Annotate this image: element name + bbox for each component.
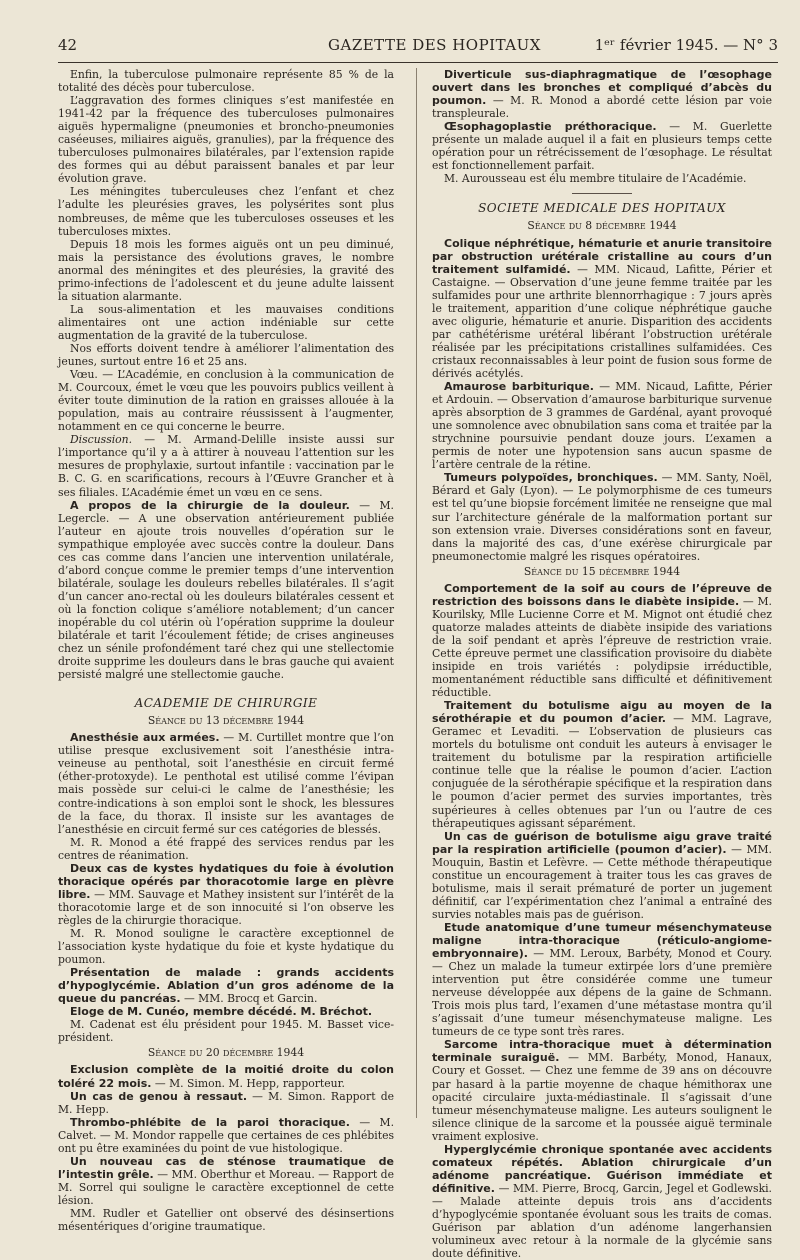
- article: [432, 380, 772, 471]
- article-text: — M. Simon. M. Hepp, rapporteur.: [151, 1076, 345, 1090]
- article-title: Exclusion complète de la moitié droite du colon toléré 22 mois.: [58, 1063, 394, 1090]
- article-text: — MM. Sauvage et Mathey insistent sur l’intérêt de la thoracotomie large et de son innocuité si l’on observe les règles de la chirurgie thoracique.: [58, 887, 394, 927]
- article-text: — MM. Lagrave, Geramec et Levaditi. — L’observation de plusieurs cas mortels du botulisme ont conduit les auteurs à envisager le traitement du botulisme par la respiration artificielle continue telle que la réalise le poumon d’acier. L’action conjuguée de la sérothérapie spécifique et la respiration dans le poumon d’acier permet des survies importantes, très supérieures à celles obtenues par l’un ou l’autre de ces thérapeutiques agissant séparément.: [432, 712, 772, 830]
- article-text: — M. Kourilsky, Mlle Lucienne Corre et M. Mignot ont étudié chez quatorze malades atteints de diabète insipide des variations de la soif pendant et après l’épreuve de restriction vraie. Cette épreuve permet une classification provisoire du diabète insipide en trois variétés : polydipsie irréductible, momentanément réductible sans difficulté et définitivement réductible.: [432, 594, 772, 700]
- section-heading: ACADEMIE DE CHIRURGIE: [134, 696, 318, 711]
- article: [432, 471, 772, 562]
- section-heading: SOCIETE MEDICALE DES HOPITAUX: [478, 201, 726, 216]
- article-title: Un cas de guérison de botulisme aigu grave traité par la respiration artificielle (poumon d’acier).: [432, 829, 772, 856]
- article-text: — M. Guerlette présente un malade auquel il a fait en plusieurs temps cette opération pour un rétrécissement de l’œsophage. Le résultat est fonctionnellement parfait.: [432, 120, 772, 173]
- article: [58, 862, 394, 927]
- article-text: — MM. Barbéty, Monod, Hanaux, Coury et Gosset. — Chez une femme de 39 ans on découvre par hasard à la partie moyenne de chaque hémithorax une opacité circulaire juxta-médiastinale. Il s’agissait d’une tumeur mésenchymateuse maligne. Les auteurs soulignent le silence clinique de la sarcome et la poussée aiguë terminale vraiment explosive.: [432, 1051, 773, 1143]
- paragraph: M. Cadenat est élu président pour 1945. M. Basset vice-président.: [58, 1018, 394, 1045]
- article: [58, 1063, 394, 1089]
- article-text: — MM. Nicaud, Lafitte, Périer et Castaigne. — Observation d’une jeune femme traitée par les sulfamides pour une arthrite blennorrhagique : 7 jours après le traitement, apparition d’une colique néphrétique gauche avec oligurie, hématurie et anurie. Disparition des accidents par cathétérisme urétéral libérant l’obstruction urétérale réalisée par les précipitations cristallines sulfamidées. Ces cristaux reconnaissables à leur point de fusion sous forme de dérivés acétylés.: [432, 262, 772, 380]
- article-title: Deux cas de kystes hydatiques du foie à évolution thoracique opérés par thoracotomie large en plèvre libre.: [58, 861, 394, 901]
- page-header: [58, 34, 778, 63]
- issue-date: 1ᵉʳ février 1945. — N° 3: [594, 36, 778, 54]
- paragraph: Depuis 18 mois les formes aiguës ont un peu diminué, mais la persistance des évolutions graves, le nombre anormal des méningites et des pleurésies, la gravité des primo-infections de l’adolescent et du jeune adulte laissent la situation alarmante.: [58, 237, 394, 303]
- article-title: A propos de la chirurgie de la douleur.: [70, 498, 350, 512]
- article: [58, 499, 394, 682]
- paragraph: MM. Rudler et Gatellier ont observé des désinsertions mésentériques d’origine traumatique.: [58, 1206, 394, 1234]
- paragraph: Enfin, la tuberculose pulmonaire représente 85 % de la totalité des décès pour tuberculose.: [58, 68, 394, 95]
- journal-title: GAZETTE DES HOPITAUX: [328, 36, 541, 54]
- column-divider: [416, 68, 417, 1118]
- article: [432, 1038, 772, 1142]
- article-title: Anesthésie aux armées.: [70, 731, 220, 745]
- article-title: Hyperglycémie chronique spontanée avec accidents comateux répétés. Ablation chirurgicale d’un adénome pancréatique. Guérison immédiate et définitive.: [432, 1142, 772, 1195]
- article-text: — MM. Brocq et Garcin.: [180, 992, 318, 1006]
- article-title: Comportement de la soif au cours de l’épreuve de restriction des boissons dans le diabète insipide.: [432, 581, 772, 608]
- article: [432, 921, 772, 1038]
- paragraph: M. R. Monod a été frappé des services rendus par les centres de réanimation.: [58, 835, 394, 862]
- session-heading: Séance du 15 décembre 1944: [523, 564, 681, 578]
- article-title: Thrombo-phlébite de la paroi thoracique.: [70, 1115, 350, 1129]
- article-title: Tumeurs polypoïdes, bronchiques.: [444, 471, 658, 485]
- article: [432, 1143, 772, 1260]
- article-text: — M. R. Monod a abordé cette lésion par voie transpleurale.: [432, 94, 772, 121]
- session-heading: Séance du 13 décembre 1944: [147, 714, 305, 728]
- paragraph: La sous-alimentation et les mauvaises conditions alimentaires ont une action indéniable sur cette augmentation de la gravité de la tuberculose.: [58, 302, 394, 342]
- article-text: — MM. Santy, Noël, Bérard et Galy (Lyon). — Le polymorphisme de ces tumeurs est tel qu’une biopsie forcément limitée ne renseigne que mal sur l’architecture générale de la malformation portant sur son extension vraie. Diverses considérations sont en faveur, dans la majorité des cas, d’une exérèse chirurgicale par pneumonectomie malgré les risques opératoires.: [432, 471, 772, 563]
- article: [58, 1116, 394, 1155]
- article-text: — M. Curtillet montre que l’on utilise presque exclusivement soit l’anesthésie intra-veineuse au penthotal, soit l’anesthésie en circuit fermé (éther-protoxyde). Le penthotal est utilisé comme l’évipan mais possède sur celui-ci le calme de l’anesthésie; les contre-indications à son emploi sont le shock, les blessures de la face, du thorax. Il insiste sur les avantages de l’anesthésie en circuit fermé sur ces catégories de blessés.: [58, 731, 394, 836]
- article: [58, 1005, 394, 1018]
- article-title: Traitement du botulisme aigu au moyen de la sérothérapie et du poumon d’acier.: [432, 699, 772, 726]
- article: [432, 582, 772, 699]
- article: [432, 830, 772, 921]
- article-title: Amaurose barbiturique.: [444, 380, 594, 394]
- paragraph: Vœu. — L’Académie, en conclusion à la communication de M. Courcoux, émet le vœu que les pouvoirs publics veillent à éviter toute diminution de la ration en graisses allouée à la population, mais au contraire réussissent à l’augmenter, notamment en ce qui concerne le beurre.: [58, 368, 394, 434]
- article: [58, 1090, 394, 1116]
- article: [432, 68, 772, 120]
- spacer: [58, 681, 394, 689]
- article: [58, 966, 394, 1005]
- left-column: [58, 68, 394, 1233]
- paragraph: [58, 433, 394, 498]
- article-title: Œsophagoplastie préthoracique.: [444, 120, 657, 134]
- paragraph: M. Aurousseau est élu membre titulaire de l’Académie.: [444, 172, 747, 186]
- article-text: — MM. Mouquin, Bastin et Lefèvre. — Cette méthode thérapeutique constitue un encouragement à traiter tous les cas graves de botulisme, mais il serait prématuré de porter un jugement définitif, car l’expérimentation chez l’animal a entraîné des survies notables mais pas de guérison.: [432, 842, 772, 921]
- article: [432, 699, 772, 829]
- article-text: — M. Calvet. — M. Mondor rappelle que certaines de ces phlébites ont pu être examinées du point de vue histologique.: [58, 1115, 394, 1155]
- article-text: — M. Simon. Rapport de M. Hepp.: [58, 1089, 394, 1116]
- article-text: — M. Legercle. — A une observation antérieurement publiée l’auteur en ajoute trois nouvelles d’opération sur le sympathique employée avec succès contre la douleur. Dans ces cas comme dans l’ancien une intervention unilatérale, d’abord conçue comme le premier temps d’une intervention bilatérale, soulage les douleurs rebelles bilatérales. Il s’agit d’un cancer ano-rectal où les douleurs bilatérales cessent et où la fonction colique s’améliore notablement; d’un cancer inopérable du col utérin où l’opération supprime la douleur bilatérale et tarit l’écoulement fétide; de crises angineuses chez un sénile profondément taré chez qui une stellectomie droite supprime les douleurs dans le bras gauche qui avaient persisté malgré une stellectomie gauche.: [58, 498, 394, 682]
- article-title: Sarcome intra-thoracique muet à détermination terminale suraiguë.: [432, 1038, 772, 1065]
- paragraph-text: — M. Armand-Delille insiste aussi sur l’importance qu’il y a à attirer à nouveau l’attention sur les mesures de prophylaxie, surtout infantile : vaccination par le B. C. G. en scarifications, recours à l’Œuvre Grancher et à ses filiales. L’Académie émet un vœu en ce sens.: [58, 433, 394, 499]
- article-text: — MM. Nicaud, Lafitte, Périer et Ardouin. — Observation d’amaurose barbiturique survenue après absorption de 3 grammes de Gardénal, ayant provoqué une somnolence avec obnubilation sans coma et traitée par la strychnine poursuivie pendant douze jours. L’examen a permis de noter une hypotension sans aucun spasme de l’artère centrale de la rétine.: [432, 380, 772, 472]
- article-title: Un cas de genou à ressaut.: [70, 1089, 248, 1103]
- paragraph: Nos efforts doivent tendre à améliorer l’alimentation des jeunes, surtout entre 16 et 25 ans.: [58, 341, 394, 369]
- article-title: Etude anatomique d’une tumeur mésenchymateuse maligne intra-thoracique (réticulo-angiome-embryonnaire).: [432, 920, 772, 961]
- article-text: — MM. Oberthur et Moreau. — Rapport de M. Sorrel qui souligne le caractère exceptionnel de cette lésion.: [58, 1167, 394, 1207]
- session-heading: Séance du 8 décembre 1944: [527, 219, 677, 233]
- page-number: 42: [58, 36, 78, 54]
- discussion-label: Discussion.: [70, 433, 133, 447]
- article: [432, 120, 772, 172]
- paragraph: L’aggravation des formes cliniques s’est manifestée en 1941-42 par la fréquence des tuberculoses pulmonaires aiguës hypermaligne (pneumonies et broncho-pneumonies caséeuses, miliaires aiguës, granulies), par la fréquence des tuberculoses pulmonaires bilatérales, par l’extension rapide des formes qui au début paraissent banales et par leur évolution grave.: [58, 94, 394, 186]
- article-title: Eloge de M. Cunéo, membre décédé. M. Bréchot.: [70, 1005, 373, 1019]
- article-text: — MM. Leroux, Barbéty, Monod et Coury. — Chez un malade la tumeur extirpée lors d’une première intervention put être considérée comme une tumeur nerveuse développée aux dépens de la gaine de Schmann. Trois mois plus tard, l’examen d’une métastase montra qu’il s’agissait d’une tumeur mésenchymateuse maligne. Les tumeurs de ce type sont très rares.: [432, 947, 772, 1039]
- paragraph: Les méningites tuberculeuses chez l’enfant et chez l’adulte les pleurésies graves, les polysérites sont plus nombreuses, de même que les tuberculoses osseuses et les tuberculoses mixtes.: [58, 185, 394, 238]
- paragraph: M. R. Monod souligne le caractère exceptionnel de l’association kyste hydatique du foie et kyste hydatique du poumon.: [58, 927, 394, 967]
- article-title: Colique néphrétique, hématurie et anurie transitoire par obstruction urétérale cristalline au cours d’un traitement sulfamidé.: [432, 236, 772, 276]
- separator-rule: [572, 193, 632, 194]
- article: [58, 731, 394, 835]
- article: [432, 237, 772, 381]
- article-text: — MM. Pierre, Brocq, Garcin, Jegel et Godlewski. — Malade atteinte depuis trois ans d’accidents d’hypoglycémie spontanée évoluant sous les traits de comas. Guérison par ablation d’un adénome langerhansien volumineux avec retour à la normale de la glycémie sans doute définitive.: [432, 1181, 772, 1260]
- article-title: Un nouveau cas de sténose traumatique de l’intestin grêle.: [58, 1154, 394, 1181]
- session-heading: Séance du 20 décembre 1944: [147, 1046, 305, 1060]
- right-column: [432, 68, 772, 1260]
- article: [58, 1155, 394, 1207]
- article-title: Présentation de malade : grands accidents d’hypoglycémie. Ablation d’un gros adénome de la queue du pancréas.: [58, 966, 394, 1006]
- article-title: Diverticule sus-diaphragmatique de l’œsophage ouvert dans les bronches et compliqué d’abcès du poumon.: [432, 68, 772, 108]
